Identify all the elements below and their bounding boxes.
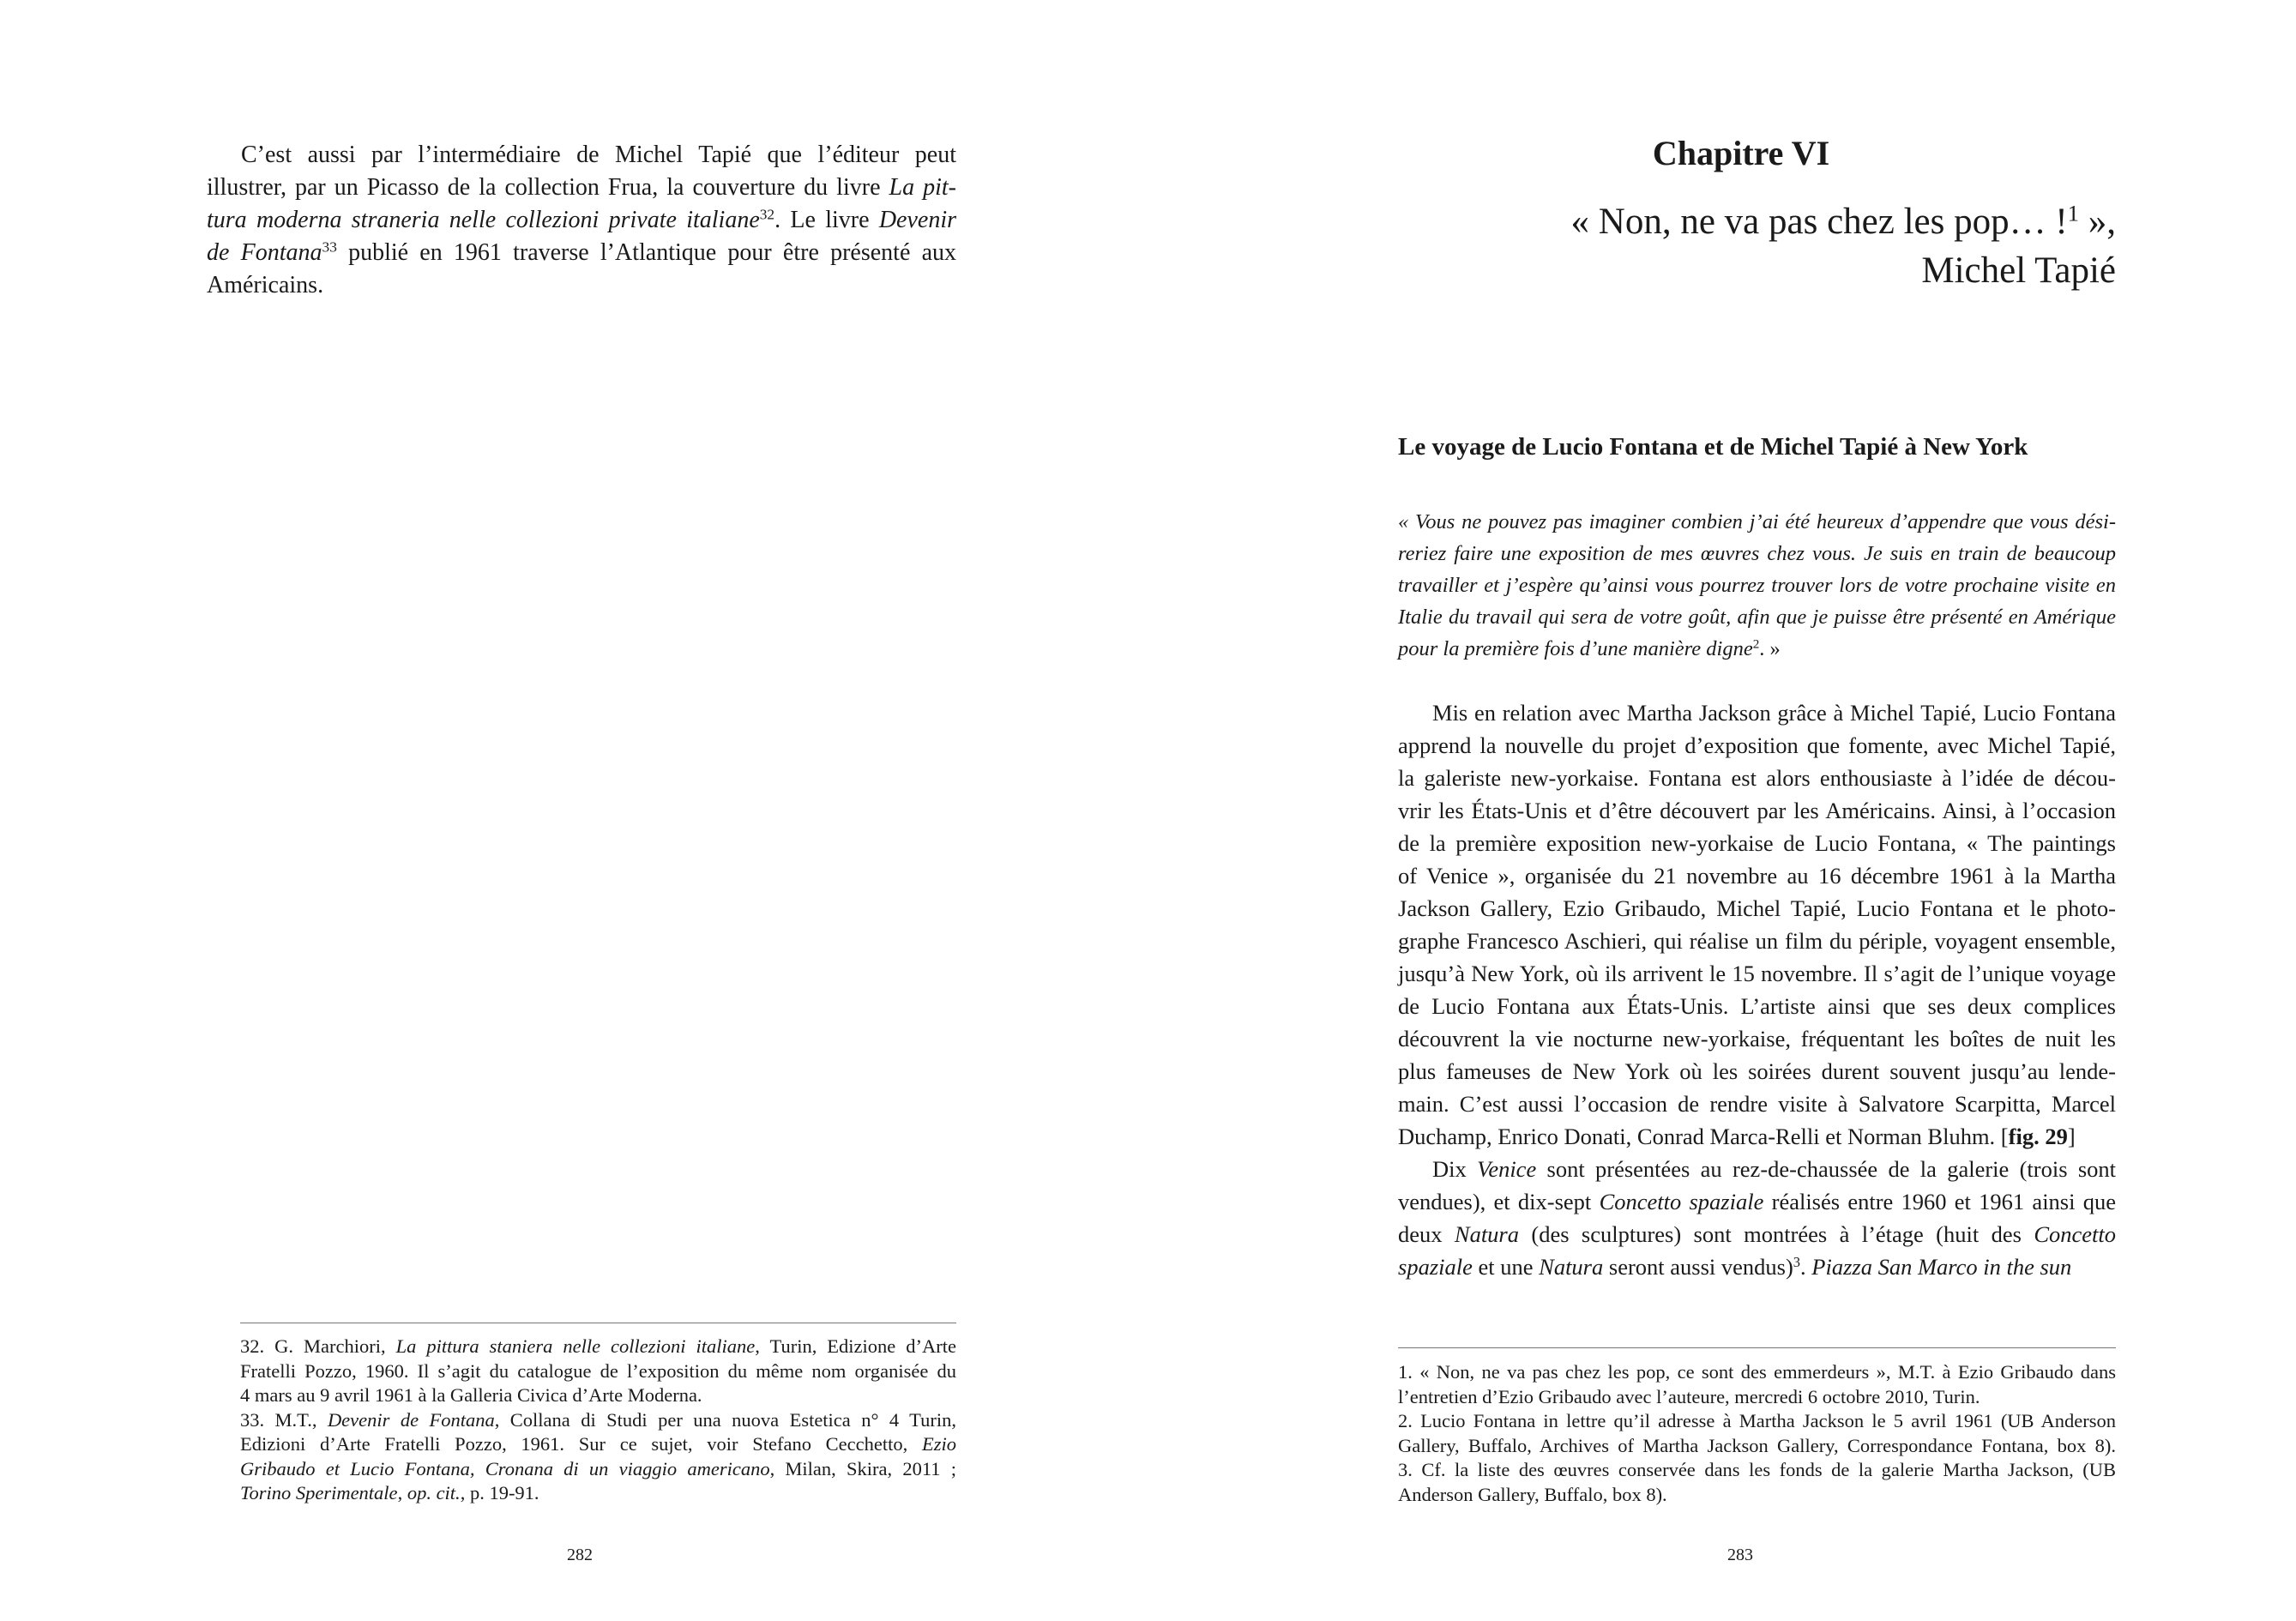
text-line (1398, 601, 2116, 633)
text-run: sont présentées au rez-de-chaussée de la galerie (trois sont (1536, 1156, 2116, 1182)
text-line (1398, 1458, 2116, 1483)
text-line (1398, 1120, 2116, 1153)
text-line (1398, 957, 2116, 990)
text-run: (des sculptures) sont montrées à l’étage (huit des (1519, 1221, 2034, 1247)
text-run: Natura (1539, 1254, 1604, 1280)
text-line (207, 204, 956, 237)
text-line (1398, 794, 2116, 827)
section-heading: Le voyage de Lucio Fontana et de Michel Tapié à New York (1398, 433, 2028, 461)
text-run: Américains. (207, 272, 324, 298)
text-run: illustrer, par un Picasso de la collection Frua, la couverture du livre (207, 174, 889, 201)
text-run: , p. 19-91. (460, 1482, 539, 1503)
text-line (1398, 892, 2116, 925)
text-line (1398, 729, 2116, 762)
text-run: . (1800, 1254, 1812, 1280)
text-run: 33. M.T., (240, 1408, 328, 1431)
text-line (1398, 1385, 2116, 1410)
text-run: La pittura staniera nelle collezioni italiane (395, 1335, 756, 1357)
text-line (1398, 506, 2116, 538)
text-run: Italie du travail qui sera de votre goût, afin que je puisse être présenté en Amérique (1398, 606, 2116, 629)
text-run: , Collana di Studi per una nuova Estetica n° 4 Turin, (494, 1408, 956, 1431)
text-line (1398, 1185, 2116, 1218)
text-run: 3. Cf. la liste des œuvres conservée dans les fonds de la galerie Martha Jackson, (UB (1398, 1459, 2116, 1480)
text-line (207, 269, 956, 302)
text-run: of Venice », organisée du 21 novembre au 16 décembre 1961 à la Martha (1398, 863, 2116, 889)
text-line (1398, 762, 2116, 794)
footnote-ref: 1 (2067, 200, 2079, 226)
text-line (240, 1335, 956, 1359)
text-run: ] (2067, 1124, 2076, 1149)
epigraph-quote (1398, 506, 2116, 665)
text-line (1398, 1483, 2116, 1508)
text-run: vendues), et dix-sept (1398, 1189, 1600, 1214)
text-run: seront aussi vendus) (1603, 1254, 1793, 1280)
text-run: vrir les États-Unis et d’être découvert par les Américains. Ainsi, à l’occasion (1398, 798, 2116, 823)
text-line (1398, 1055, 2116, 1088)
text-run: travailler et j’espère qu’ainsi vous pourrez trouver lors de votre prochaine visite en (1398, 574, 2116, 597)
text-run: op. cit. (407, 1482, 461, 1503)
text-line (1398, 569, 2116, 601)
text-run: Concetto (2034, 1221, 2116, 1247)
text-run: pour la première fois d’une manière digne (1398, 637, 1753, 660)
text-run: Venice (1477, 1156, 1537, 1182)
text-line (1398, 1218, 2116, 1250)
text-run: plus fameuses de New York où les soirées durent souvent jusqu’au lende- (1398, 1058, 2116, 1084)
text-line (1398, 859, 2116, 892)
page-number: 283 (1727, 1546, 1753, 1564)
text-run: , Milan, Skira, 2011 ; (769, 1457, 957, 1479)
footnote-ref: 3 (1793, 1253, 1801, 1270)
text-run: la galeriste new-yorkaise. Fontana est alors enthousiaste à l’idée de décou- (1398, 765, 2116, 791)
text-run: . Le livre (774, 207, 879, 233)
left-footnotes (240, 1335, 956, 1506)
text-line (1398, 1409, 2116, 1434)
chapter-title-line2: Michel Tapié (1921, 250, 2116, 291)
text-run: Jackson Gallery, Ezio Gribaudo, Michel Tapié, Lucio Fontana et le photo- (1398, 895, 2116, 921)
chapter-title (1571, 197, 2116, 295)
left-body-text (207, 139, 956, 302)
text-line (1398, 696, 2116, 729)
text-run: spaziale (1398, 1254, 1473, 1280)
footnote-ref: 32 (759, 206, 775, 223)
text-run: publié en 1961 traverse l’Atlantique pour être présenté aux (336, 239, 957, 266)
text-line (1398, 1250, 2116, 1283)
text-run: Mis en relation avec Martha Jackson grâce à Michel Tapié, Lucio Fontana (1432, 700, 2116, 726)
text-run: 32. G. Marchiori, (240, 1335, 396, 1357)
text-run: l’entretien d’Ezio Gribaudo avec l’auteure, mercredi 6 octobre 2010, Turin. (1398, 1385, 1980, 1407)
text-run: , (397, 1482, 407, 1503)
text-line (207, 237, 956, 269)
text-run: apprend la nouvelle du projet d’exposition que fomente, avec Michel Tapié, (1398, 732, 2116, 758)
text-run: main. C’est aussi l’occasion de rendre visite à Salvatore Scarpitta, Marcel (1398, 1091, 2116, 1117)
text-run: Gallery, Buffalo, Archives of Martha Jackson Gallery, Correspondance Fontana, box 8). (1398, 1434, 2116, 1456)
text-run: , Turin, Edizione d’Arte (755, 1335, 956, 1357)
text-run: Gribaudo et Lucio Fontana, Cronana di un viaggio americano (240, 1457, 770, 1479)
text-line (240, 1359, 956, 1384)
text-line (240, 1383, 956, 1408)
text-line (207, 139, 956, 172)
text-run: découvrent la vie nocturne new-yorkaise, fréquentant les boîtes de nuit les (1398, 1026, 2116, 1052)
text-run: reriez faire une exposition de mes œuvres chez vous. Je suis en train de beaucoup (1398, 542, 2116, 565)
text-run: Piazza San Marco in the sun (1811, 1254, 2072, 1280)
footnote-ref: 33 (322, 238, 337, 256)
text-run: de la première exposition new-yorkaise de Lucio Fontana, « The paintings (1398, 830, 2116, 856)
text-line (1398, 1022, 2116, 1055)
text-run: Dix (1432, 1156, 1478, 1182)
footnote-rule (1398, 1347, 2116, 1348)
text-run: Ezio (921, 1433, 956, 1455)
text-run: jusqu’à New York, où ils arrivent le 15 novembre. Il s’agit de l’unique voyage (1398, 961, 2116, 986)
text-run: réalisés entre 1960 et 1961 ainsi que (1763, 1189, 2116, 1214)
text-run: Devenir (878, 207, 956, 233)
text-run: de Fontana (207, 239, 322, 266)
text-line (240, 1457, 956, 1482)
text-run: deux (1398, 1221, 1455, 1247)
text-run: 2. Lucio Fontana in lettre qu’il adresse à Martha Jackson le 5 avril 1961 (UB Anderson (1398, 1410, 2116, 1431)
text-run: Devenir de Fontana (327, 1408, 495, 1431)
text-run: La pit- (889, 174, 956, 201)
text-run: « Vous ne pouvez pas imaginer combien j’ai été heureux d’appendre que vous dési- (1398, 510, 2116, 533)
text-run: Fratelli Pozzo, 1960. Il s’agit du catalogue de l’exposition du même nom organisée du (240, 1359, 956, 1382)
chapter-title-line1: « Non, ne va pas chez les pop… ! (1570, 202, 2068, 242)
text-line (1398, 1088, 2116, 1120)
text-run: 1. « Non, ne va pas chez les pop, ce sont des emmerdeurs », M.T. à Ezio Gribaudo dans (1398, 1361, 2116, 1383)
text-run: Natura (1454, 1221, 1519, 1247)
text-line (240, 1408, 956, 1433)
text-line (207, 172, 956, 204)
text-run: tura moderna straneria nelle collezioni private italiane (207, 207, 760, 233)
text-run: graphe Francesco Aschieri, qui réalise un film du périple, voyagent ensemble, (1398, 928, 2116, 954)
chapter-number: Chapitre VI (1652, 134, 1830, 172)
text-run: . » (1759, 637, 1781, 660)
text-run: fig. 29 (2008, 1124, 2068, 1149)
text-run: Concetto spaziale (1599, 1189, 1764, 1214)
text-line (1398, 538, 2116, 569)
right-footnotes (1398, 1360, 2116, 1507)
text-line (1398, 827, 2116, 859)
text-line (1398, 990, 2116, 1022)
page-number: 282 (567, 1546, 593, 1564)
text-run: Anderson Gallery, Buffalo, box 8). (1398, 1483, 1667, 1505)
text-line (240, 1432, 956, 1457)
text-run: 4 mars au 9 avril 1961 à la Galleria Civica d’Arte Moderna. (240, 1384, 702, 1406)
chapter-title-line1-end: », (2079, 202, 2116, 242)
text-line (1398, 1153, 2116, 1185)
text-line (1398, 1434, 2116, 1459)
text-line (1398, 1360, 2116, 1385)
footnote-ref: 2 (1752, 636, 1760, 652)
text-run: C’est aussi par l’intermédiaire de Michel Tapié que l’éditeur peut (241, 142, 956, 168)
text-run: Torino Sperimentale (240, 1482, 398, 1503)
text-line (240, 1481, 956, 1506)
text-line (1398, 925, 2116, 957)
text-run: Duchamp, Enrico Donati, Conrad Marca-Relli et Norman Bluhm. [ (1398, 1124, 2009, 1149)
text-run: et une (1472, 1254, 1540, 1280)
text-line (1398, 633, 2116, 665)
text-run: Edizioni d’Arte Fratelli Pozzo, 1961. Sur ce sujet, voir Stefano Cecchetto, (240, 1433, 922, 1455)
right-body-text (1398, 696, 2116, 1283)
text-run: de Lucio Fontana aux États-Unis. L’artiste ainsi que ses deux complices (1398, 993, 2116, 1019)
